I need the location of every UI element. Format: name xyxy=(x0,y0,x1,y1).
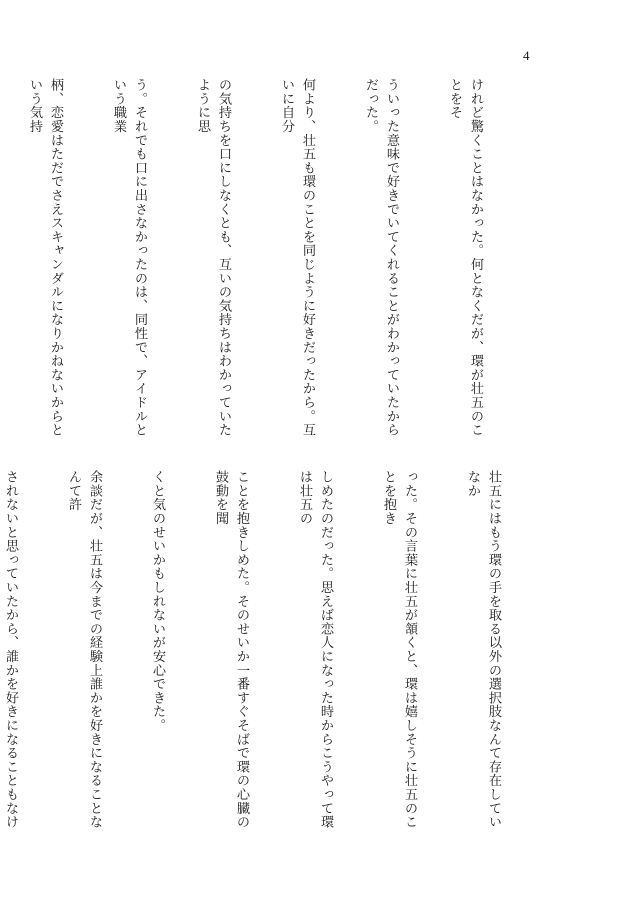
text-line: 柄、恋愛はただでさえスキャンダルになりかねないからという気持 xyxy=(27,78,63,437)
upper-text-block xyxy=(27,78,528,448)
text-line: った。その言葉に壮五が頷くと、環は嬉しそうに壮五のことを抱き xyxy=(381,470,417,829)
page-number: 4 xyxy=(523,48,530,63)
text-line: ことを抱きしめた。そのせいか一番すぐそばで環の心臓の鼓動を聞 xyxy=(213,470,249,829)
text-line: されないと思っていたから、誰かを好きになることもなけ xyxy=(3,470,18,829)
text-line: くと気のせいかもしれないが安心できた。 xyxy=(150,470,165,733)
text-line: の気持ちを口にしなくとも、互いの気持ちはわかっていたように思 xyxy=(195,78,231,437)
text-line: しめたのだった。思えば恋人になった時からこうやって環は壮五の xyxy=(297,470,333,829)
text-line: う。それでも口に出さなかったのは、同性で、アイドルという職業 xyxy=(111,78,147,437)
text-line: 余談だが、壮五は今までの経験上誰かを好きになることなんて許 xyxy=(66,470,102,829)
text-line: けれど驚くことはなかった。何となくだが、環が壮五のことをそ xyxy=(447,78,483,437)
text-line: 何より、壮五も環のことを同じように好きだったから。互いに自分 xyxy=(279,78,315,437)
text-line: ういった意味で好きでいてくれることがわかっていたからだった。 xyxy=(363,78,399,437)
text-line: 壮五にはもう環の手を取る以外の選択肢なんて存在していなか xyxy=(465,470,501,829)
lower-text-block xyxy=(3,470,546,840)
